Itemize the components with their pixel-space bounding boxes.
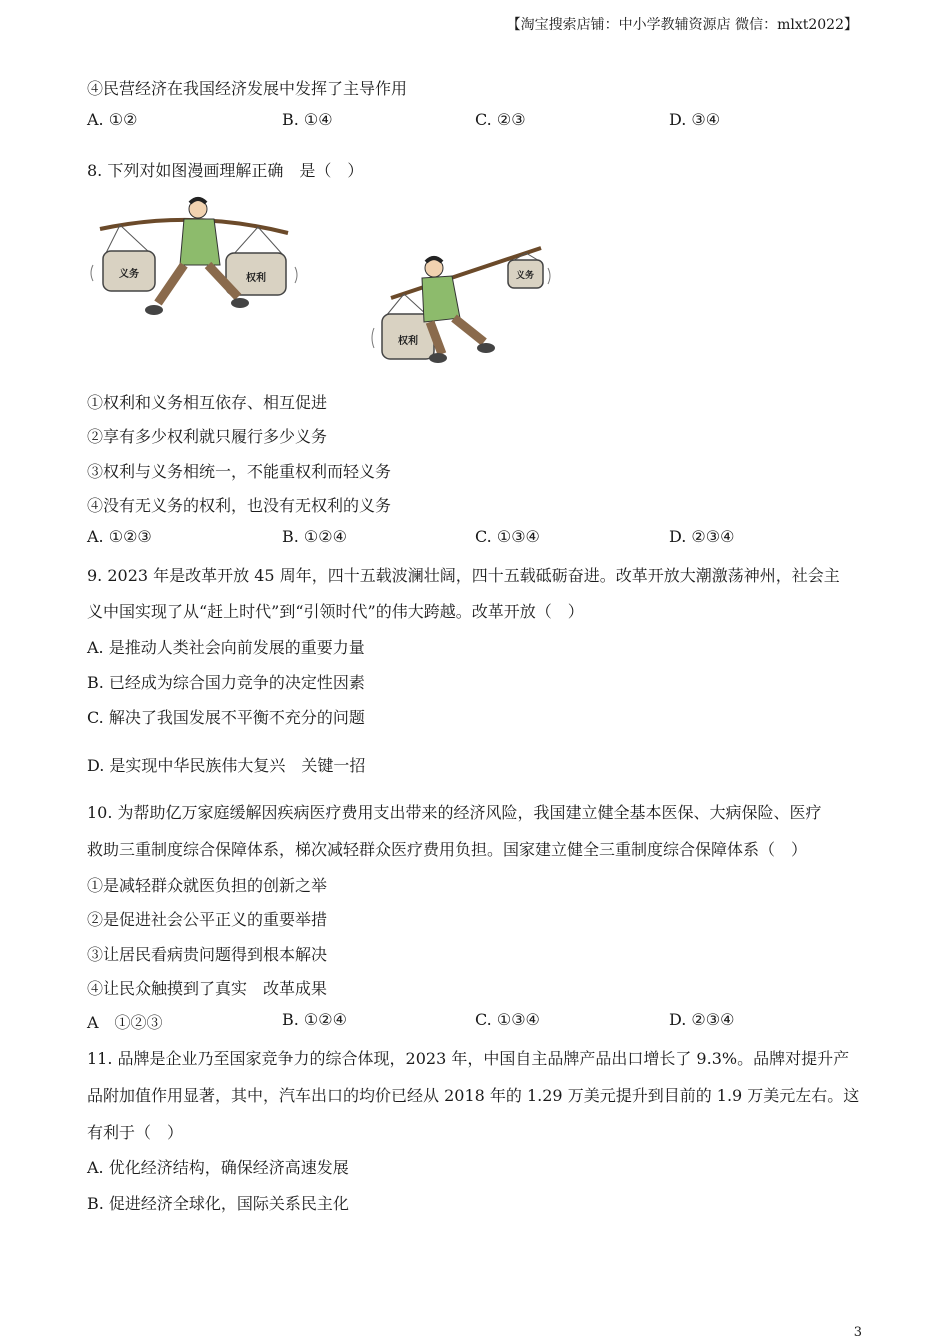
q10-item-1: ①是减轻群众就医负担的创新之举 <box>87 876 328 895</box>
cartoon2-low-basket-label: 权利 <box>398 336 418 347</box>
q11-option-a[interactable]: A. 优化经济结构，确保经济高速发展 <box>87 1158 349 1177</box>
q11-stem-line-3: 有利于（ ） <box>87 1123 184 1142</box>
q9-option-b[interactable]: B. 已经成为综合国力竞争的决定性因素 <box>87 673 365 692</box>
q11-stem-line-2: 品附加值作用显著，其中，汽车出口的均价已经从 2018 年的 1.29 万美元提升到目前的 1.9 万美元左右。这 <box>87 1086 860 1105</box>
q10-option-b[interactable]: B. ①②④ <box>282 1010 347 1029</box>
cartoon1-right-basket-label: 权利 <box>246 273 266 284</box>
cartoon1-left-basket-label: 义务 <box>119 269 139 280</box>
q8-option-b[interactable]: B. ①②④ <box>282 527 347 546</box>
q8-option-c[interactable]: C. ①③④ <box>475 527 540 546</box>
q7-option-d[interactable]: D. ③④ <box>669 110 721 129</box>
q7-option-b[interactable]: B. ①④ <box>282 110 333 129</box>
q10-item-2: ②是促进社会公平正义的重要举措 <box>87 910 328 929</box>
q9-option-a[interactable]: A. 是推动人类社会向前发展的重要力量 <box>87 638 365 657</box>
q8-item-2: ②享有多少权利就只履行多少义务 <box>87 427 328 446</box>
q10-item-4: ④让民众触摸到了真实 改革成果 <box>87 979 328 998</box>
q8-item-3: ③权利与义务相统一，不能重权利而轻义务 <box>87 462 392 481</box>
q9-option-d[interactable]: D. 是实现中华民族伟大复兴 关键一招 <box>87 756 366 775</box>
cartoon2-high-basket-label: 义务 <box>515 271 535 281</box>
q8-option-d[interactable]: D. ②③④ <box>669 527 735 546</box>
cartoon-balanced-illustration <box>88 195 303 330</box>
q7-item-4: ④民营经济在我国经济发展中发挥了主导作用 <box>87 79 408 98</box>
page-header: 【淘宝搜索店铺：中小学教辅资源店 微信：mlxt2022】 <box>506 17 858 33</box>
q10-item-3: ③让居民看病贵问题得到根本解决 <box>87 945 328 964</box>
q8-item-1: ①权利和义务相互依存、相互促进 <box>87 393 328 412</box>
q8-option-a[interactable]: A. ①②③ <box>87 527 152 546</box>
q10-option-d[interactable]: D. ②③④ <box>669 1010 735 1029</box>
q9-stem-line-2: 义中国实现了从“赶上时代”到“引领时代”的伟大跨越。改革开放（ ） <box>87 602 584 621</box>
q10-stem-line-2: 救助三重制度综合保障体系，梯次减轻群众医疗费用负担。国家建立健全三重制度综合保障体系（ ） <box>87 840 808 859</box>
q7-option-a[interactable]: A. ①② <box>87 110 138 129</box>
q7-option-c[interactable]: C. ②③ <box>475 110 526 129</box>
q10-options <box>87 1010 867 1034</box>
q10-stem-line-1: 10. 为帮助亿万家庭缓解因疾病医疗费用支出带来的经济风险，我国建立健全基本医保、大病保险、医疗 <box>87 803 822 822</box>
q11-stem-line-1: 11. 品牌是企业乃至国家竞争力的综合体现，2023 年，中国自主品牌产品出口增长了 9.3%。品牌对提升产 <box>87 1049 850 1068</box>
cartoon-unbalanced-illustration <box>366 238 556 368</box>
q7-options <box>87 110 867 134</box>
q9-stem-line-1: 9. 2023 年是改革开放 45 周年，四十五载波澜壮阔，四十五载砥砺奋进。改革开放大潮激荡神州，社会主 <box>87 566 840 585</box>
q8-options <box>87 527 867 551</box>
q9-option-c[interactable]: C. 解决了我国发展不平衡不充分的问题 <box>87 708 365 727</box>
q8-item-4: ④没有无义务的权利，也没有无权利的义务 <box>87 496 392 515</box>
q8-stem: 8. 下列对如图漫画理解正确 是（ ） <box>87 161 364 180</box>
page-number: 3 <box>853 1325 862 1340</box>
q10-option-c[interactable]: C. ①③④ <box>475 1010 540 1029</box>
q10-option-a[interactable]: A ①②③ <box>87 1013 163 1032</box>
q11-option-b[interactable]: B. 促进经济全球化，国际关系民主化 <box>87 1194 349 1213</box>
